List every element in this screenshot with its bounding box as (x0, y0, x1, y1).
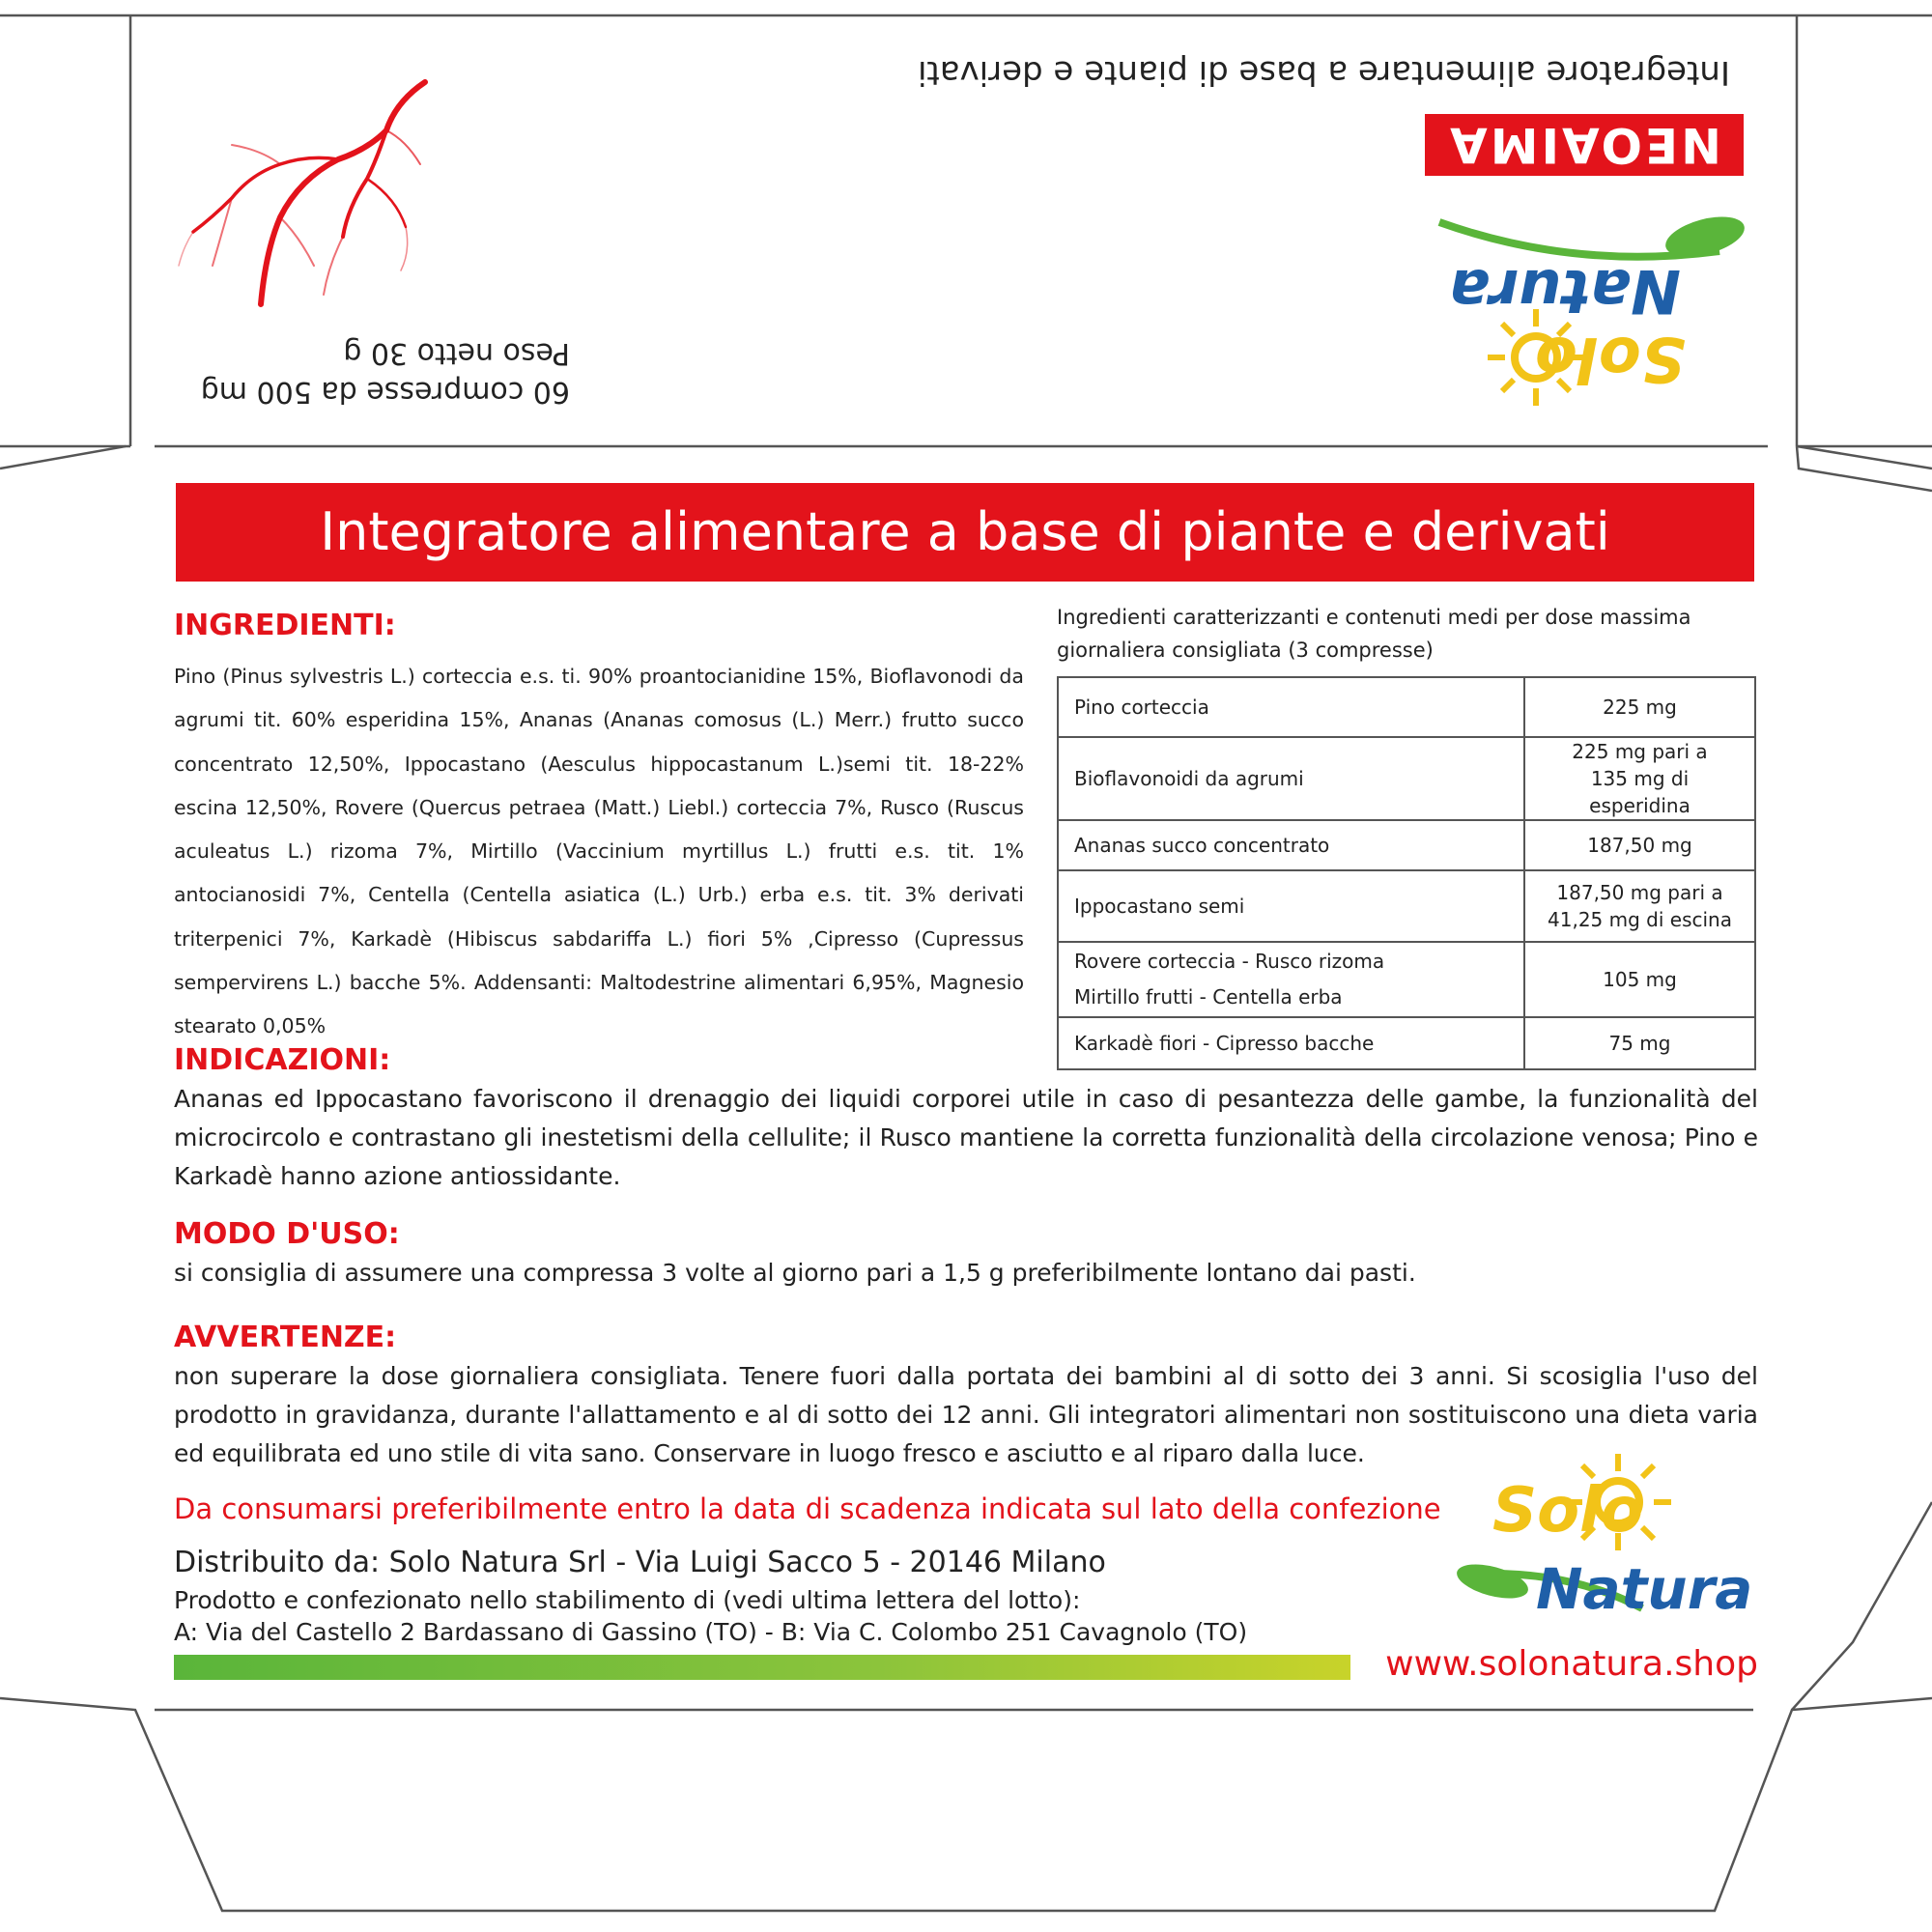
top-flap-brand-label: NEOAIMA (1425, 114, 1744, 176)
dose-value: 187,50 mg pari a 41,25 mg di escina (1524, 870, 1755, 942)
title-band: Integratore alimentare a base di piante e derivati (176, 483, 1754, 582)
dose-value: 105 mg (1524, 942, 1755, 1017)
top-logo-solo-text: Solo (1535, 323, 1686, 394)
table-row (1058, 1017, 1755, 1069)
distributor-line: Distribuito da: Solo Natura Srl - Via Luigi Sacco 5 - 20146 Milano (174, 1546, 1106, 1579)
indications-text: Ananas ed Ippocastano favoriscono il drenaggio dei liquidi corporei utile in caso di pesantezza delle gambe, la funzionalità del microcircolo e contrastano gli inestetismi della cellulite; il Rusco mantiene la corretta funzionalità della circolazione venosa; Pino e Karkadè hanno azione antiossidante. (174, 1085, 1758, 1190)
ingredients-heading: INGREDIENTI: (174, 609, 396, 642)
top-flap-package-info (164, 333, 570, 411)
dose-value: 225 mg (1524, 677, 1755, 737)
bottom-solo-natura-logo (1449, 1444, 1758, 1633)
usage-heading: MODO D'USO: (174, 1217, 400, 1251)
table-row (1058, 820, 1755, 870)
dose-value: 187,50 mg (1524, 820, 1755, 870)
warnings-text: non superare la dose giornaliera consigliata. Tenere fuori dalla portata dei bambini al di sotto dei 3 anni. Si scosiglia l'uso del prodotto in gravidanza, durante l'allattamento e al di sotto dei 12 anni. Gli integratori alimentari non sostituiscono una dieta varia ed equilibrata ed uno stile di vita sano. Conservare in luogo fresco e asciutto e al riparo dalla luce. (174, 1362, 1758, 1467)
table-row (1058, 942, 1755, 1017)
dose-name: Ananas succo concentrato (1058, 820, 1524, 870)
warnings-heading: AVVERTENZE: (174, 1321, 397, 1354)
usage-text: si consiglia di assumere una compressa 3 volte al giorno pari a 1,5 g preferibilmente lontano dai pasti. (174, 1259, 1416, 1287)
net-weight: Peso netto 30 g (343, 336, 570, 370)
bottom-logo-natura-text: Natura (1536, 1556, 1753, 1622)
top-solo-natura-logo (1391, 184, 1758, 415)
capillary-veins-illustration (174, 72, 435, 314)
top-logo-natura-text: Natura (1449, 256, 1681, 327)
dose-name: Ippocastano semi (1058, 870, 1524, 942)
table-row (1058, 677, 1755, 737)
tablets-count: 60 compresse da 500 mg (200, 375, 570, 409)
dose-name: Rovere corteccia - Rusco rizoma Mirtillo frutti - Centella erba (1058, 942, 1524, 1017)
green-gradient-bar (174, 1655, 1350, 1680)
ingredients-text: Pino (Pinus sylvestris L.) corteccia e.s. ti. 90% proantocianidine 15%, Bioflavonodi da agrumi tit. 60% esperidina 15%, Ananas (Ananas comosus (L.) Merr.) frutto succo concentrato 12,50%, Ippocastano (Aesculus hippocastanum L.)semi tit. 18-22% escina 12,50%, Rovere (Quercus petraea (Matt.) Liebl.) corteccia 7%, Rusco (Ruscus aculeatus L.) rizoma 7%, Mirtillo (Vaccinium myrtillus L.) frutti e.s. tit. 1% antocianosidi 7%, Centella (Centella asiatica (L.) Urb.) erba e.s. tit. 3% derivati triterpenici 7%, Karkadè (Hibiscus sabdariffa L.) fiori 5% ,Cipresso (Cupressus sempervirens L.) bacche 5%. Addensanti: Maltodestrine alimentari 6,95%, Magnesio stearato 0,05% (174, 665, 1024, 1038)
dose-value: 225 mg pari a 135 mg di esperidina (1524, 737, 1755, 820)
production-line-2: A: Via del Castello 2 Bardassano di Gassino (TO) - B: Via C. Colombo 251 Cavagnolo (TO) (174, 1618, 1248, 1646)
bottom-logo-solo-text: Solo (1492, 1475, 1643, 1547)
top-flap-title: Integratore alimentare a base di piante e derivati (918, 53, 1730, 92)
table-row (1058, 737, 1755, 820)
dose-name: Pino corteccia (1058, 677, 1524, 737)
dose-value: 75 mg (1524, 1017, 1755, 1069)
production-line-1: Prodotto e confezionato nello stabilimento di (vedi ultima lettera del lotto): (174, 1586, 1081, 1614)
dose-name: Karkadè fiori - Cipresso bacche (1058, 1017, 1524, 1069)
dose-table-intro: Ingredienti caratterizzanti e contenuti medi per dose massima giornaliera consigliata (3 compresse) (1057, 606, 1691, 662)
dose-table (1057, 676, 1756, 1070)
indications-heading: INDICAZIONI: (174, 1043, 391, 1077)
expiry-note: Da consumarsi preferibilmente entro la data di scadenza indicata sul lato della confezione (174, 1492, 1441, 1525)
website-link[interactable]: www.solonatura.shop (1385, 1644, 1758, 1684)
table-row (1058, 870, 1755, 942)
dose-name: Bioflavonoidi da agrumi (1058, 737, 1524, 820)
